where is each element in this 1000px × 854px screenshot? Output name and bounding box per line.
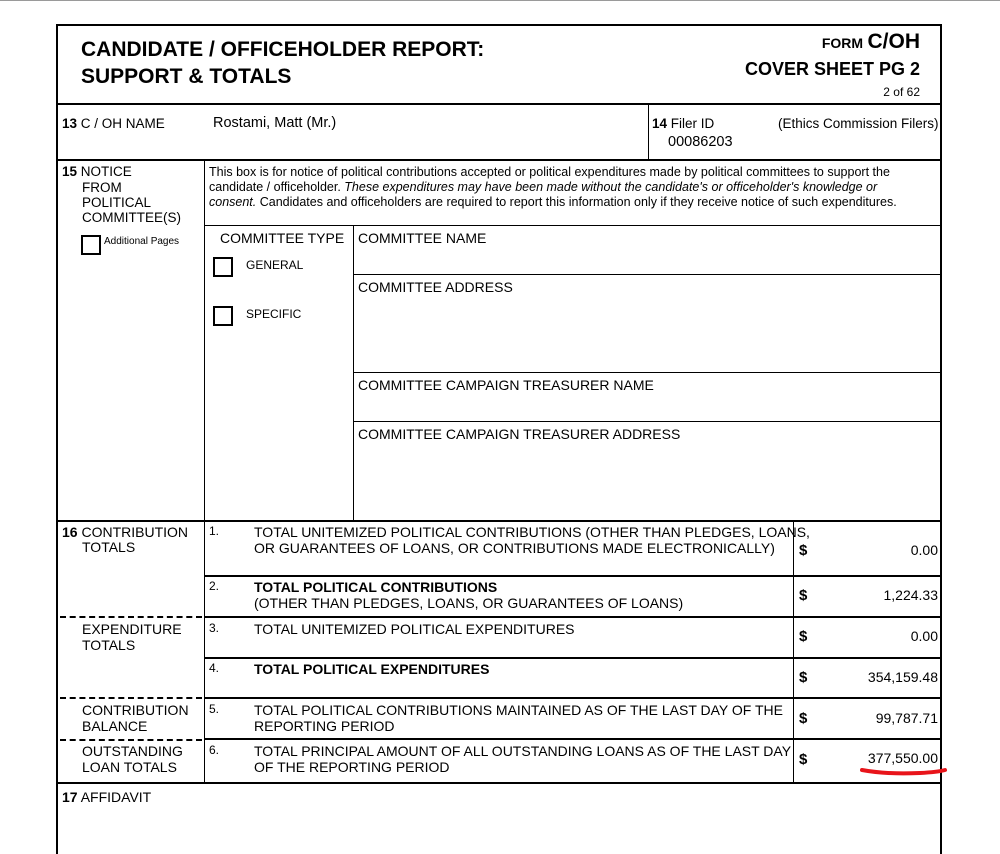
row-1-description: TOTAL UNITEMIZED POLITICAL CONTRIBUTIONS (OTHER THAN PLEDGES, LOANS, OR GUARANTEES OF LOANS, OR CONTRIBUTIONS MADE ELECTRONICALLY) (254, 524, 810, 556)
section-13-label: 13 C / OH NAME (62, 116, 165, 131)
red-underline-annotation (858, 764, 948, 780)
section-15-label-line2: FROM (82, 180, 122, 195)
additional-pages-label: Additional Pages (104, 236, 180, 247)
balance-dash-divider (60, 697, 202, 699)
page-count: 2 of 62 (883, 85, 920, 99)
contribution-totals-label-line2: TOTALS (82, 539, 136, 555)
contribution-totals-label: 16 CONTRIBUTION (62, 524, 189, 540)
form-code-block (778, 30, 920, 54)
ethics-commission-note: (Ethics Commission Filers) (778, 116, 939, 131)
row-5-bottom (205, 738, 942, 740)
row-6-description: TOTAL PRINCIPAL AMOUNT OF ALL OUTSTANDING LOANS AS OF THE LAST DAY OF THE REPORTING PERIOD (254, 743, 792, 775)
row-4-description: TOTAL POLITICAL EXPENDITURES (254, 661, 490, 677)
row-2-description: TOTAL POLITICAL CONTRIBUTIONS (OTHER THAN PLEDGES, LOANS, OR GUARANTEES OF LOANS) (254, 579, 684, 611)
cover-sheet-label: COVER SHEET PG 2 (744, 59, 920, 79)
row-4-number: 4. (209, 661, 220, 675)
row-1-amount: 0.00 (910, 542, 938, 558)
row-4-currency: $ (799, 669, 808, 686)
row-1-number: 1. (209, 524, 220, 538)
committee-name-bottom (354, 274, 942, 275)
row-3-description: TOTAL UNITEMIZED POLITICAL EXPENDITURES (254, 621, 575, 637)
row-2-amount: 1,224.33 (883, 587, 938, 603)
committee-name-label: COMMITTEE NAME (358, 230, 487, 246)
outstanding-loan-totals-label: OUTSTANDING LOAN TOTALS (82, 743, 183, 775)
filer-id-value: 00086203 (668, 134, 733, 150)
row-5-number: 5. (209, 702, 220, 716)
contribution-balance-label: CONTRIBUTION BALANCE (82, 702, 189, 734)
report-form (56, 24, 942, 854)
treasurer-address-label: COMMITTEE CAMPAIGN TREASURER ADDRESS (358, 426, 681, 442)
general-checkbox[interactable] (213, 257, 233, 277)
row-5-description: TOTAL POLITICAL CONTRIBUTIONS MAINTAINED AS OF THE LAST DAY OF THE REPORTING PERIOD (254, 702, 783, 734)
row-3-currency: $ (799, 628, 808, 645)
section-17-label: 17 AFFIDAVIT (62, 789, 152, 805)
row-5-amount: 99,787.71 (875, 710, 938, 726)
committee-type-label: COMMITTEE TYPE (220, 230, 345, 246)
specific-checkbox[interactable] (213, 306, 233, 326)
form-code: C/OH (867, 30, 920, 53)
row-3-number: 3. (209, 621, 220, 635)
header-divider (58, 103, 942, 105)
section-16-bottom (58, 782, 942, 784)
notice-text: This box is for notice of political contributions accepted or political expenditures made by political committees to support the candidate / officeholder. These expenditures may have been made without the candidate's or officeholder's knowledge or consent. Candidates and officeholders are required to report this information only if they receive notice of such expenditures. (209, 165, 897, 209)
section-15-label-line4: COMMITTEE(S) (82, 210, 181, 225)
specific-label: SPECIFIC (246, 307, 302, 321)
form-word: FORM (821, 35, 864, 51)
expenditure-totals-label: EXPENDITURE TOTALS (82, 621, 182, 653)
row-1-bottom (205, 575, 942, 577)
section-15-label: 15 NOTICE (62, 164, 132, 179)
treasurer-name-label: COMMITTEE CAMPAIGN TREASURER NAME (358, 377, 654, 393)
treasurer-name-bottom (354, 421, 942, 422)
row-4-bottom (205, 697, 942, 699)
amount-column-divider (793, 521, 794, 783)
row-4-amount: 354,159.48 (867, 669, 938, 685)
section-15-bottom (58, 520, 942, 522)
candidate-name-value: Rostami, Matt (Mr.) (213, 115, 337, 131)
left-column-divider (204, 160, 205, 784)
row-6-amount: 377,550.00 (867, 750, 938, 766)
row-1-currency: $ (799, 542, 808, 559)
report-title: CANDIDATE / OFFICEHOLDER REPORT: SUPPORT & TOTALS (81, 38, 485, 88)
expenditure-dash-divider (60, 616, 202, 618)
committee-address-label: COMMITTEE ADDRESS (358, 279, 513, 295)
section-15-label-line3: POLITICAL (82, 195, 152, 210)
committee-address-bottom (354, 372, 942, 373)
row-2-bottom (205, 616, 942, 618)
committee-type-divider (353, 226, 354, 521)
row-6-number: 6. (209, 743, 220, 757)
general-label: GENERAL (246, 258, 304, 272)
loans-dash-divider (60, 739, 202, 741)
row-2-number: 2. (209, 579, 220, 593)
notice-bottom (205, 225, 942, 226)
row-2-currency: $ (799, 587, 808, 604)
section-14-label: 14 Filer ID (652, 116, 715, 131)
section-13-bottom (58, 159, 942, 161)
section-14-divider (648, 104, 649, 159)
row-6-currency: $ (799, 751, 808, 768)
row-5-currency: $ (799, 710, 808, 727)
row-3-amount: 0.00 (910, 628, 938, 644)
additional-pages-checkbox[interactable] (81, 235, 101, 255)
row-3-bottom (205, 657, 942, 659)
page-top-border (0, 0, 1000, 1)
